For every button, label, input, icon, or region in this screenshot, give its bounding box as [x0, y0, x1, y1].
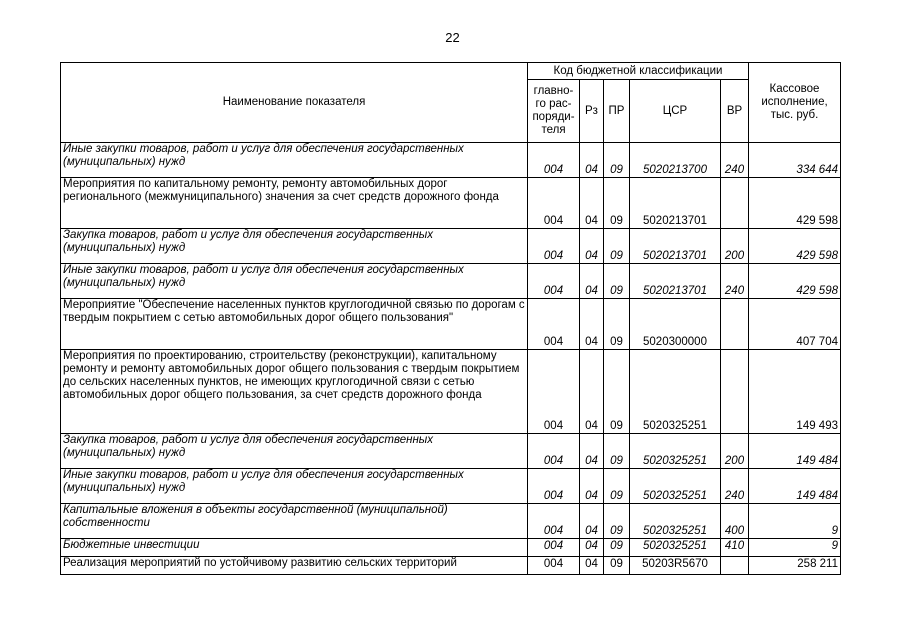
row-vr: 200	[721, 434, 749, 469]
table-row	[61, 469, 841, 504]
row-amount: 334 644	[749, 143, 841, 178]
row-amount: 9	[749, 539, 841, 557]
row-pr: 09	[604, 557, 630, 575]
table-row	[61, 557, 841, 575]
row-csr: 5020325251	[630, 469, 721, 504]
row-rz: 04	[580, 264, 604, 299]
row-csr: 5020213701	[630, 229, 721, 264]
row-csr: 5020300000	[630, 299, 721, 350]
row-pr: 09	[604, 350, 630, 434]
row-admin: 004	[528, 539, 580, 557]
row-admin: 004	[528, 264, 580, 299]
row-csr: 5020325251	[630, 539, 721, 557]
row-admin: 004	[528, 229, 580, 264]
row-name: Иные закупки товаров, работ и услуг для обеспечения государственных (муниципальных) нужд	[61, 469, 528, 504]
row-csr: 5020325251	[630, 350, 721, 434]
row-amount: 149 493	[749, 350, 841, 434]
row-rz: 04	[580, 469, 604, 504]
row-pr: 09	[604, 539, 630, 557]
row-amount: 258 211	[749, 557, 841, 575]
row-pr: 09	[604, 264, 630, 299]
row-amount: 407 704	[749, 299, 841, 350]
row-csr: 5020213701	[630, 178, 721, 229]
row-amount: 149 484	[749, 469, 841, 504]
row-name: Бюджетные инвестиции	[61, 539, 528, 557]
row-name: Иные закупки товаров, работ и услуг для обеспечения государственных (муниципальных) нужд	[61, 143, 528, 178]
row-vr	[721, 557, 749, 575]
header-rz: Рз	[580, 80, 604, 143]
row-pr: 09	[604, 178, 630, 229]
row-name: Капитальные вложения в объекты государственной (муниципальной) собственности	[61, 504, 528, 539]
row-vr: 240	[721, 143, 749, 178]
row-name: Реализация мероприятий по устойчивому развитию сельских территорий	[61, 557, 528, 575]
row-admin: 004	[528, 143, 580, 178]
header-amount: Кассовое исполнение, тыс. руб.	[749, 63, 841, 143]
table-row	[61, 229, 841, 264]
row-admin: 004	[528, 178, 580, 229]
row-amount: 149 484	[749, 434, 841, 469]
table-row	[61, 350, 841, 434]
row-csr: 5020213700	[630, 143, 721, 178]
row-admin: 004	[528, 299, 580, 350]
row-csr: 5020213701	[630, 264, 721, 299]
row-name: Мероприятия по проектированию, строительству (реконструкции), капитальному ремонту и ремонту автомобильных дорог общего пользования с твердым покрытием до сельских населенных пунктов, не имеющих круглогодичной связи с сетью автомобильных дорог общего пользования, за счет средств дорожного фонда	[61, 350, 528, 434]
row-csr: 5020325251	[630, 504, 721, 539]
row-amount: 429 598	[749, 264, 841, 299]
row-rz: 04	[580, 350, 604, 434]
table-row	[61, 434, 841, 469]
row-name: Мероприятие "Обеспечение населенных пунктов круглогодичной связью по дорогам с твердым покрытием с сетью автомобильных дорог общего пользования"	[61, 299, 528, 350]
row-name: Закупка товаров, работ и услуг для обеспечения государственных (муниципальных) нужд	[61, 434, 528, 469]
header-admin: главно-го рас-поряди-теля	[528, 80, 580, 143]
row-vr: 200	[721, 229, 749, 264]
row-pr: 09	[604, 143, 630, 178]
row-amount: 9	[749, 504, 841, 539]
header-pr: ПР	[604, 80, 630, 143]
row-vr: 410	[721, 539, 749, 557]
row-vr	[721, 350, 749, 434]
header-csr: ЦСР	[630, 80, 721, 143]
row-vr: 400	[721, 504, 749, 539]
row-vr	[721, 299, 749, 350]
row-pr: 09	[604, 469, 630, 504]
row-vr	[721, 178, 749, 229]
row-rz: 04	[580, 178, 604, 229]
row-rz: 04	[580, 434, 604, 469]
row-rz: 04	[580, 143, 604, 178]
row-admin: 004	[528, 434, 580, 469]
row-pr: 09	[604, 504, 630, 539]
budget-table	[60, 62, 841, 575]
row-rz: 04	[580, 557, 604, 575]
row-name: Закупка товаров, работ и услуг для обеспечения государственных (муниципальных) нужд	[61, 229, 528, 264]
row-name: Иные закупки товаров, работ и услуг для обеспечения государственных (муниципальных) нужд	[61, 264, 528, 299]
header-code-group: Код бюджетной классификации	[528, 63, 749, 80]
row-pr: 09	[604, 299, 630, 350]
row-pr: 09	[604, 434, 630, 469]
row-admin: 004	[528, 504, 580, 539]
table-header	[61, 63, 841, 143]
table-row	[61, 299, 841, 350]
row-amount: 429 598	[749, 229, 841, 264]
row-vr: 240	[721, 469, 749, 504]
row-rz: 04	[580, 299, 604, 350]
row-admin: 004	[528, 557, 580, 575]
row-vr: 240	[721, 264, 749, 299]
row-amount: 429 598	[749, 178, 841, 229]
row-rz: 04	[580, 539, 604, 557]
row-pr: 09	[604, 229, 630, 264]
table-row	[61, 143, 841, 178]
row-rz: 04	[580, 504, 604, 539]
table-row	[61, 539, 841, 557]
page-number: 22	[445, 30, 460, 45]
table-body	[61, 143, 841, 575]
row-csr: 50203R5670	[630, 557, 721, 575]
row-admin: 004	[528, 350, 580, 434]
row-csr: 5020325251	[630, 434, 721, 469]
header-vr: ВР	[721, 80, 749, 143]
row-rz: 04	[580, 229, 604, 264]
header-name: Наименование показателя	[61, 63, 528, 143]
table-row	[61, 504, 841, 539]
table-row	[61, 264, 841, 299]
row-name: Мероприятия по капитальному ремонту, ремонту автомобильных дорог регионального (межмуниципального) значения за счет средств дорожного фонда	[61, 178, 528, 229]
row-admin: 004	[528, 469, 580, 504]
table-row	[61, 178, 841, 229]
